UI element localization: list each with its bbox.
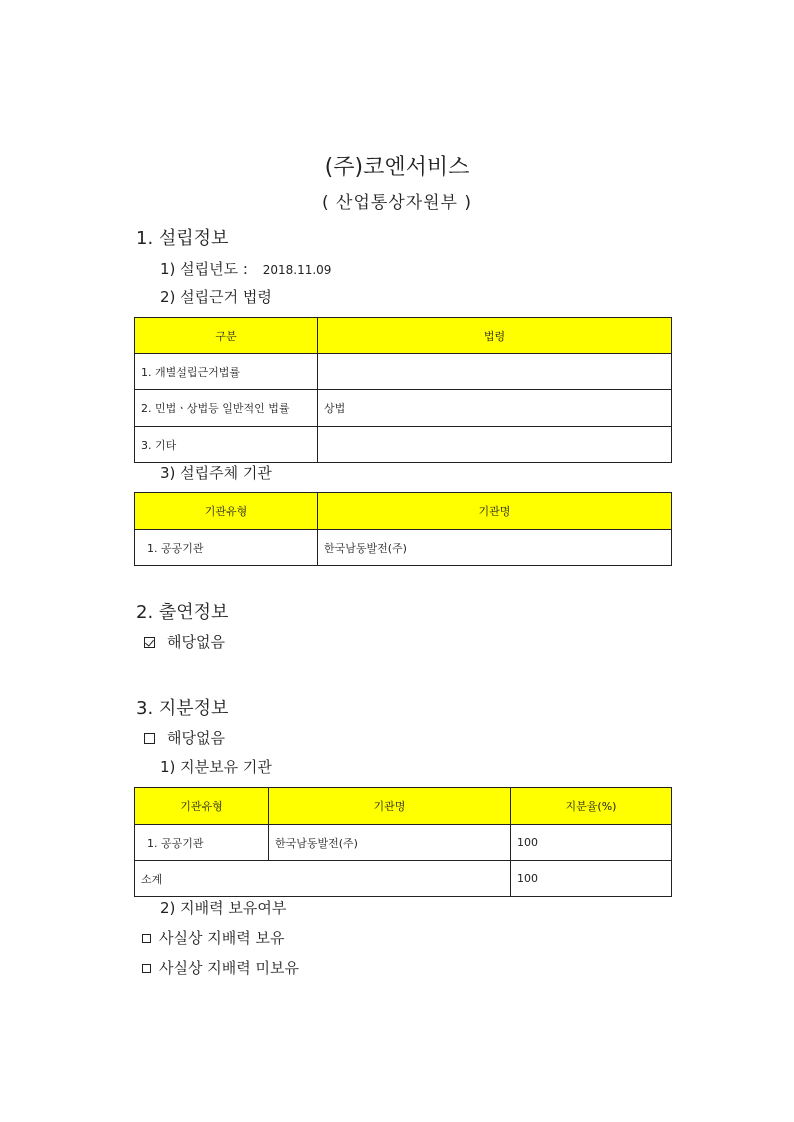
table-row: [135, 825, 672, 861]
control-option-label: 사실상 지배력 보유: [159, 929, 285, 947]
table-row: [135, 354, 672, 390]
control-label: 2) 지배력 보유여부: [160, 899, 287, 917]
table-row: [135, 530, 672, 566]
equity-none-option: [144, 727, 225, 748]
table-cell: 100: [511, 825, 672, 861]
contribution-none-label: 해당없음: [167, 633, 225, 651]
table-header: 기관명: [318, 493, 672, 530]
table-cell: 1. 공공기관: [135, 825, 269, 861]
checked-checkbox-icon: [144, 637, 155, 648]
section-equity-heading: 3. 지분정보: [136, 698, 229, 719]
table-header: 기관유형: [135, 788, 269, 825]
table-header: 구분: [135, 318, 318, 354]
section-establishment-heading: 1. 설립정보: [136, 228, 229, 249]
table-cell: 2. 민법ㆍ상법등 일반적인 법률: [135, 390, 318, 427]
section-contribution-heading: 2. 출연정보: [136, 602, 229, 623]
empty-checkbox-icon: [144, 733, 155, 744]
establishment-year-label: 1) 설립년도 :: [160, 260, 248, 278]
table-cell: 3. 기타: [135, 427, 318, 463]
table-row: [135, 861, 672, 897]
page-title: (주)코엔서비스: [324, 155, 470, 180]
table-cell: 한국남동발전(주): [318, 530, 672, 566]
table-header: 기관명: [269, 788, 511, 825]
table-header: 기관유형: [135, 493, 318, 530]
empty-checkbox-icon: [142, 934, 151, 943]
table-cell: [318, 427, 672, 463]
establishment-year-value: 2018.11.09: [262, 263, 332, 277]
table-cell: 한국남동발전(주): [269, 825, 511, 861]
ministry-name: ( 산업통상자원부 ): [321, 193, 473, 213]
table-cell: [318, 354, 672, 390]
founder-label: 3) 설립주체 기관: [160, 464, 272, 482]
table-header: 법령: [318, 318, 672, 354]
control-option: [142, 957, 299, 978]
table-cell: 1. 개별설립근거법률: [135, 354, 318, 390]
subtotal-label: 소계: [135, 861, 511, 897]
equity-holding-table: [134, 787, 672, 897]
table-row: [135, 427, 672, 463]
contribution-none-option: [144, 631, 225, 652]
establishment-basis-label: 2) 설립근거 법령: [160, 288, 272, 306]
table-cell: 1. 공공기관: [135, 530, 318, 566]
empty-checkbox-icon: [142, 964, 151, 973]
table-row: [135, 390, 672, 427]
establishment-year-row: [160, 258, 331, 279]
founder-table: [134, 492, 672, 566]
control-option: [142, 927, 284, 948]
subtotal-value: 100: [511, 861, 672, 897]
equity-none-label: 해당없음: [167, 729, 225, 747]
control-option-label: 사실상 지배력 미보유: [159, 959, 299, 977]
table-cell: 상법: [318, 390, 672, 427]
equity-holding-label: 1) 지분보유 기관: [160, 758, 272, 776]
establishment-basis-table: [134, 317, 672, 463]
table-header: 지분율(%): [511, 788, 672, 825]
